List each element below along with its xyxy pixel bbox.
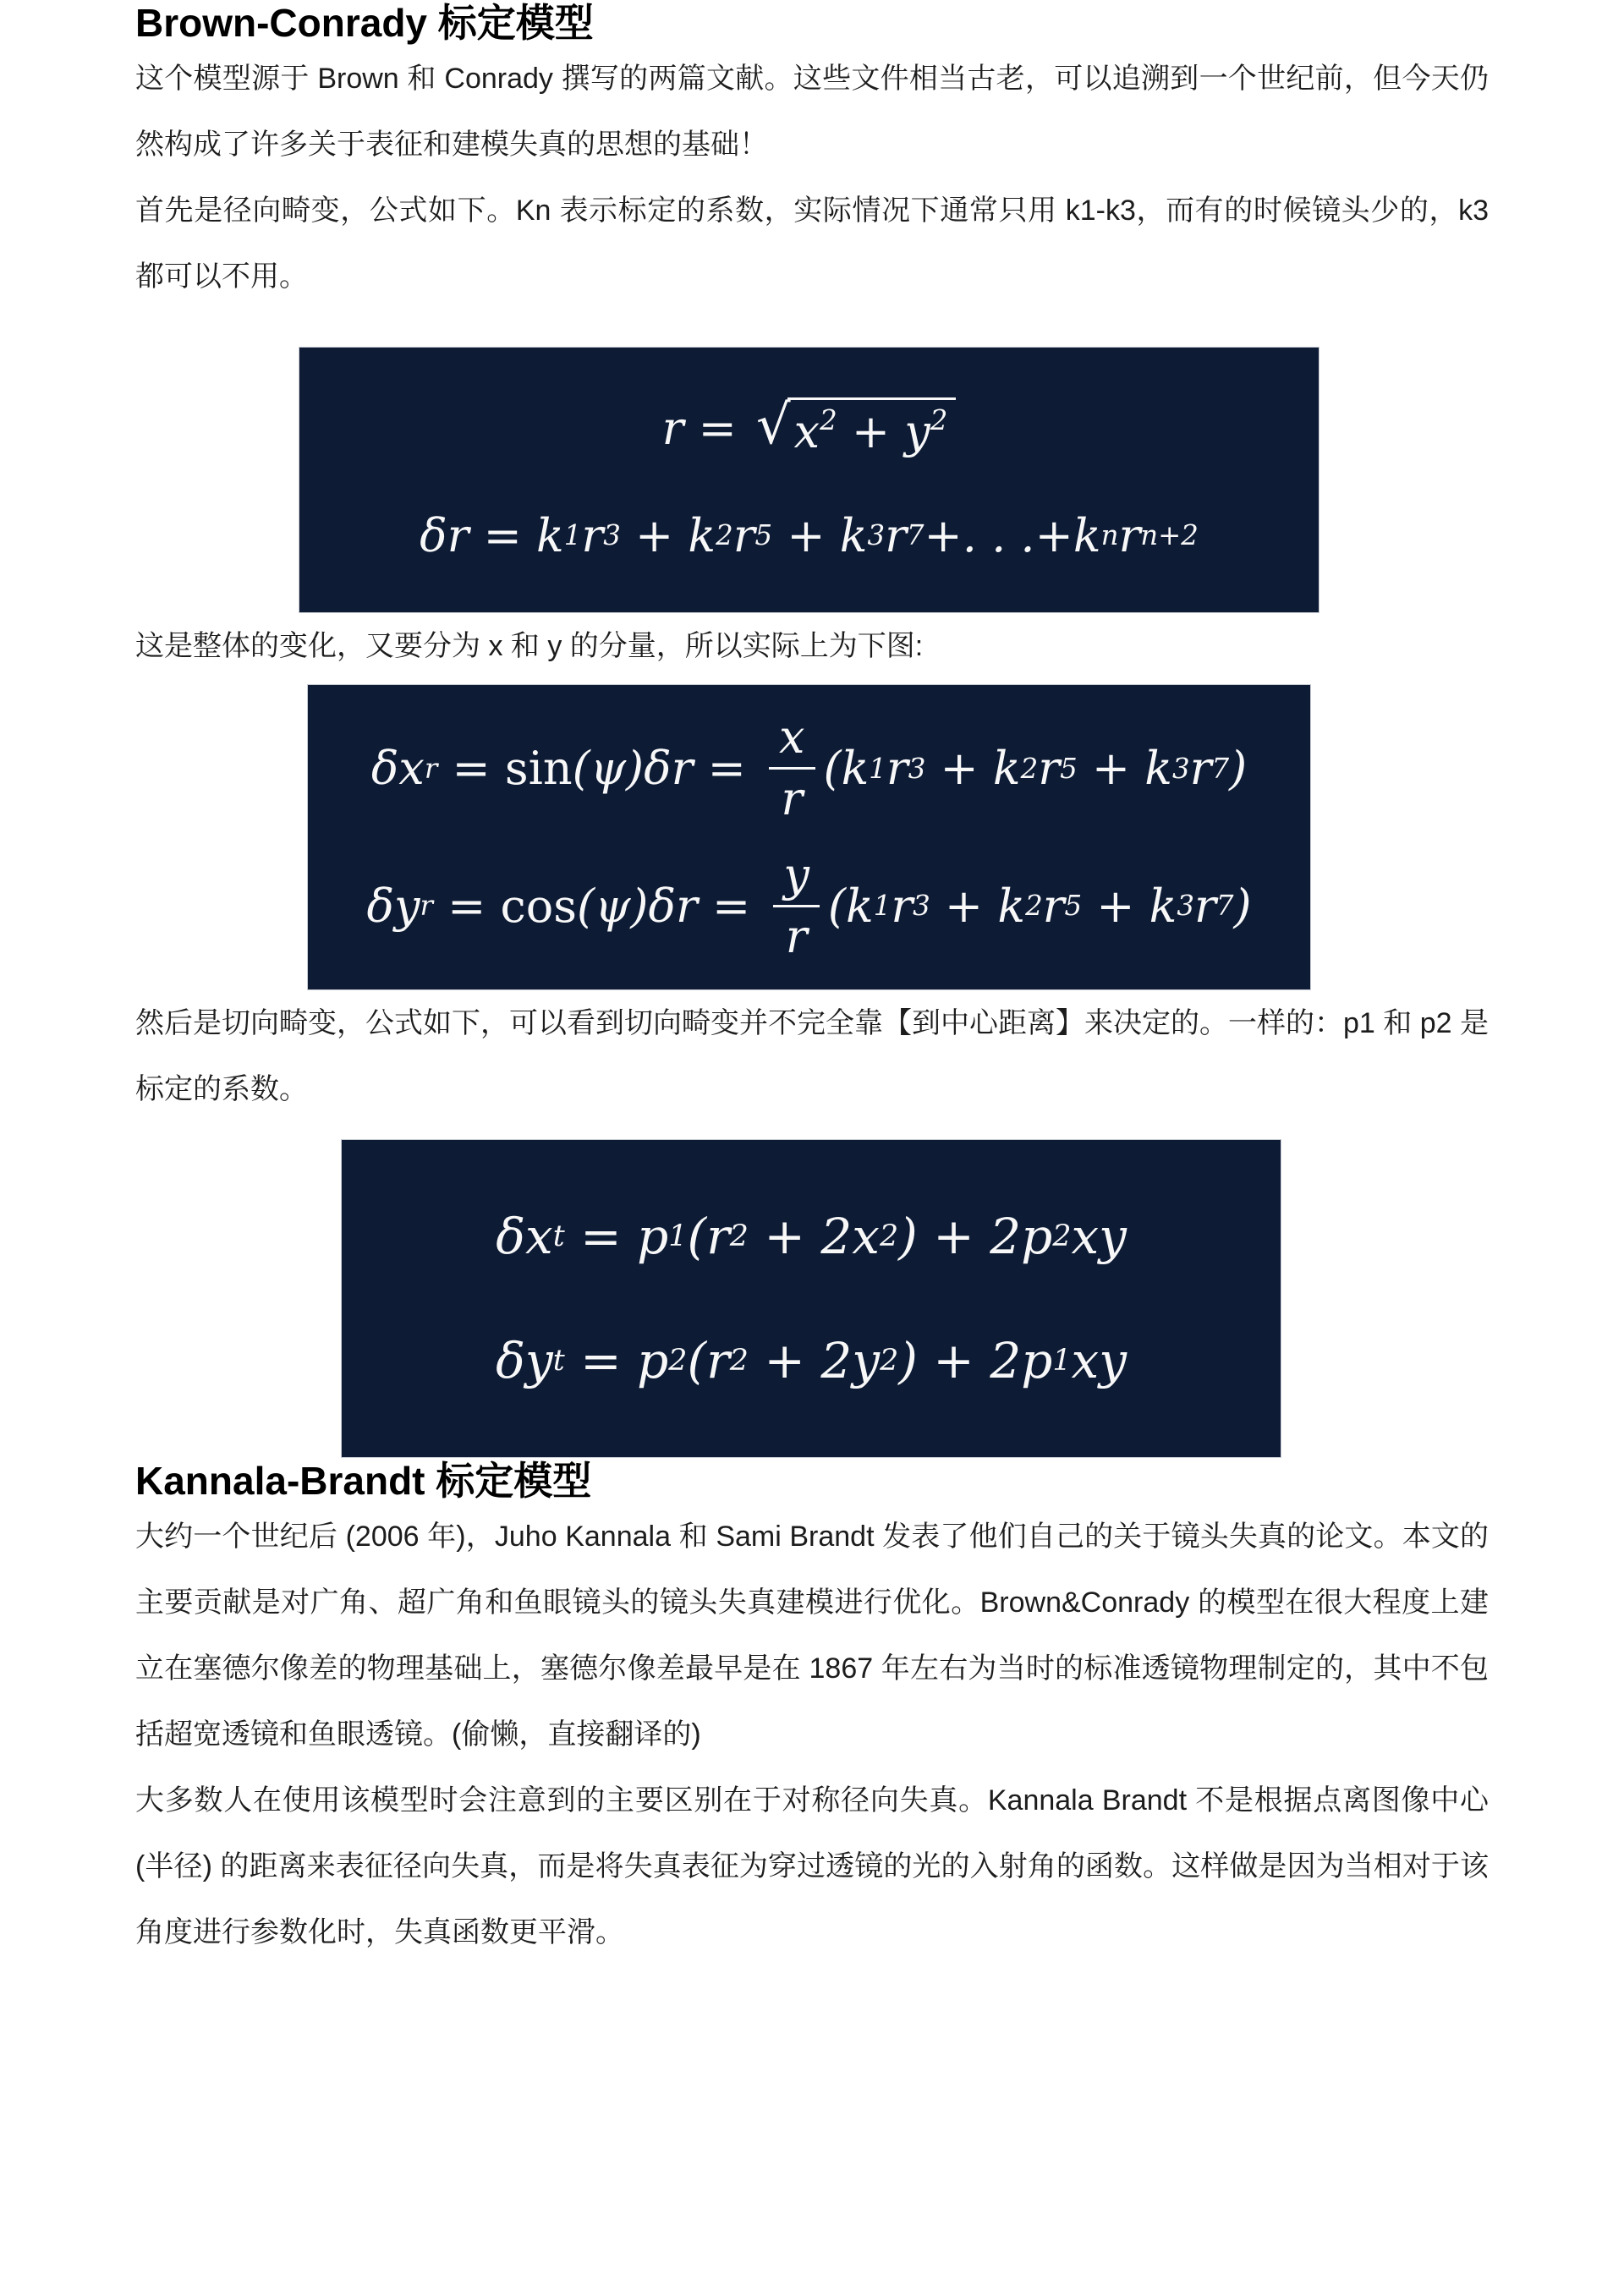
para-model-origin: 这个模型源于 Brown 和 Conrady 撰写的两篇文献。这些文件相当古老，可以追溯到一个世纪前，但今天仍然构成了许多关于表征和建模失真的思想的基础！ xyxy=(135,63,1489,161)
heading-brown-conrady: Brown-Conrady 标定模型 xyxy=(135,1,594,45)
formula-line-delta-r: δr = k 1 r 3 + k 2 r 5 + k 3 r 7 +. . .+k n r n+2 xyxy=(420,508,1199,562)
formula-line-delta-y-t: δy t = p 2 (r 2 + 2y 2 ) + 2p 1 xy xyxy=(496,1332,1127,1390)
tangential-distortion-formula-image xyxy=(341,1139,1281,1458)
formula-line-delta-x-t: δx t = p 1 (r 2 + 2x 2 ) + 2p 2 xy xyxy=(496,1207,1127,1265)
formula-line-delta-y-r: δy r = cos (ψ)δr = $\frac{y}{r}$ (k 1 r 3 + k 2 r 5 + k 3 r 7 ) xyxy=(366,847,1252,963)
para-kb-history: 大约一个世纪后 (2006 年)，Juho Kannala 和 Sami Brandt 发表了他们自己的关于镜头失真的论文。本文的主要贡献是对广角、超广角和鱼眼镜头的镜头失真建模进行优化。Brown&Conrady 的模型在很大程度上建立在塞德尔像差的物理基础上，塞德尔像差最早是在 1867 年左右为当时的标准透镜物理制定的，其中不包括超宽透镜和鱼眼透镜。(偷懒，直接翻译的) xyxy=(135,1521,1489,1751)
radial-distortion-formula-image xyxy=(299,347,1320,613)
caption-xy-split: 这是整体的变化，又要分为 x 和 y 的分量，所以实际上为下图: xyxy=(135,630,924,662)
heading-kannala-brandt: Kannala-Brandt 标定模型 xyxy=(135,1459,592,1503)
para-tangential-distortion-intro: 然后是切向畸变，公式如下，可以看到切向畸变并不完全靠【到中心距离】来决定的。一样的：p1 和 p2 是标定的系数。 xyxy=(135,1007,1489,1105)
article-content xyxy=(135,0,1489,1965)
formula-line-r-definition: r = √ $x^2 + y^2$ xyxy=(662,397,957,458)
formula-line-delta-x-r: δx r = sin (ψ)δr = $\frac{x}{r}$ (k 1 r 3 + k 2 r 5 + k 3 r 7 ) xyxy=(370,710,1248,826)
radial-xy-components-formula-image xyxy=(307,684,1311,990)
para-kb-difference: 大多数人在使用该模型时会注意到的主要区别在于对称径向失真。Kannala Brandt 不是根据点离图像中心 (半径) 的距离来表征径向失真，而是将失真表征为穿过透镜的光的入射角的函数。这样做是因为当相对于该角度进行参数化时，失真函数更平滑。 xyxy=(135,1784,1489,1948)
para-radial-distortion-intro: 首先是径向畸变，公式如下。Kn 表示标定的系数，实际情况下通常只用 k1-k3，而有的时候镜头少的，k3 都可以不用。 xyxy=(135,195,1489,293)
